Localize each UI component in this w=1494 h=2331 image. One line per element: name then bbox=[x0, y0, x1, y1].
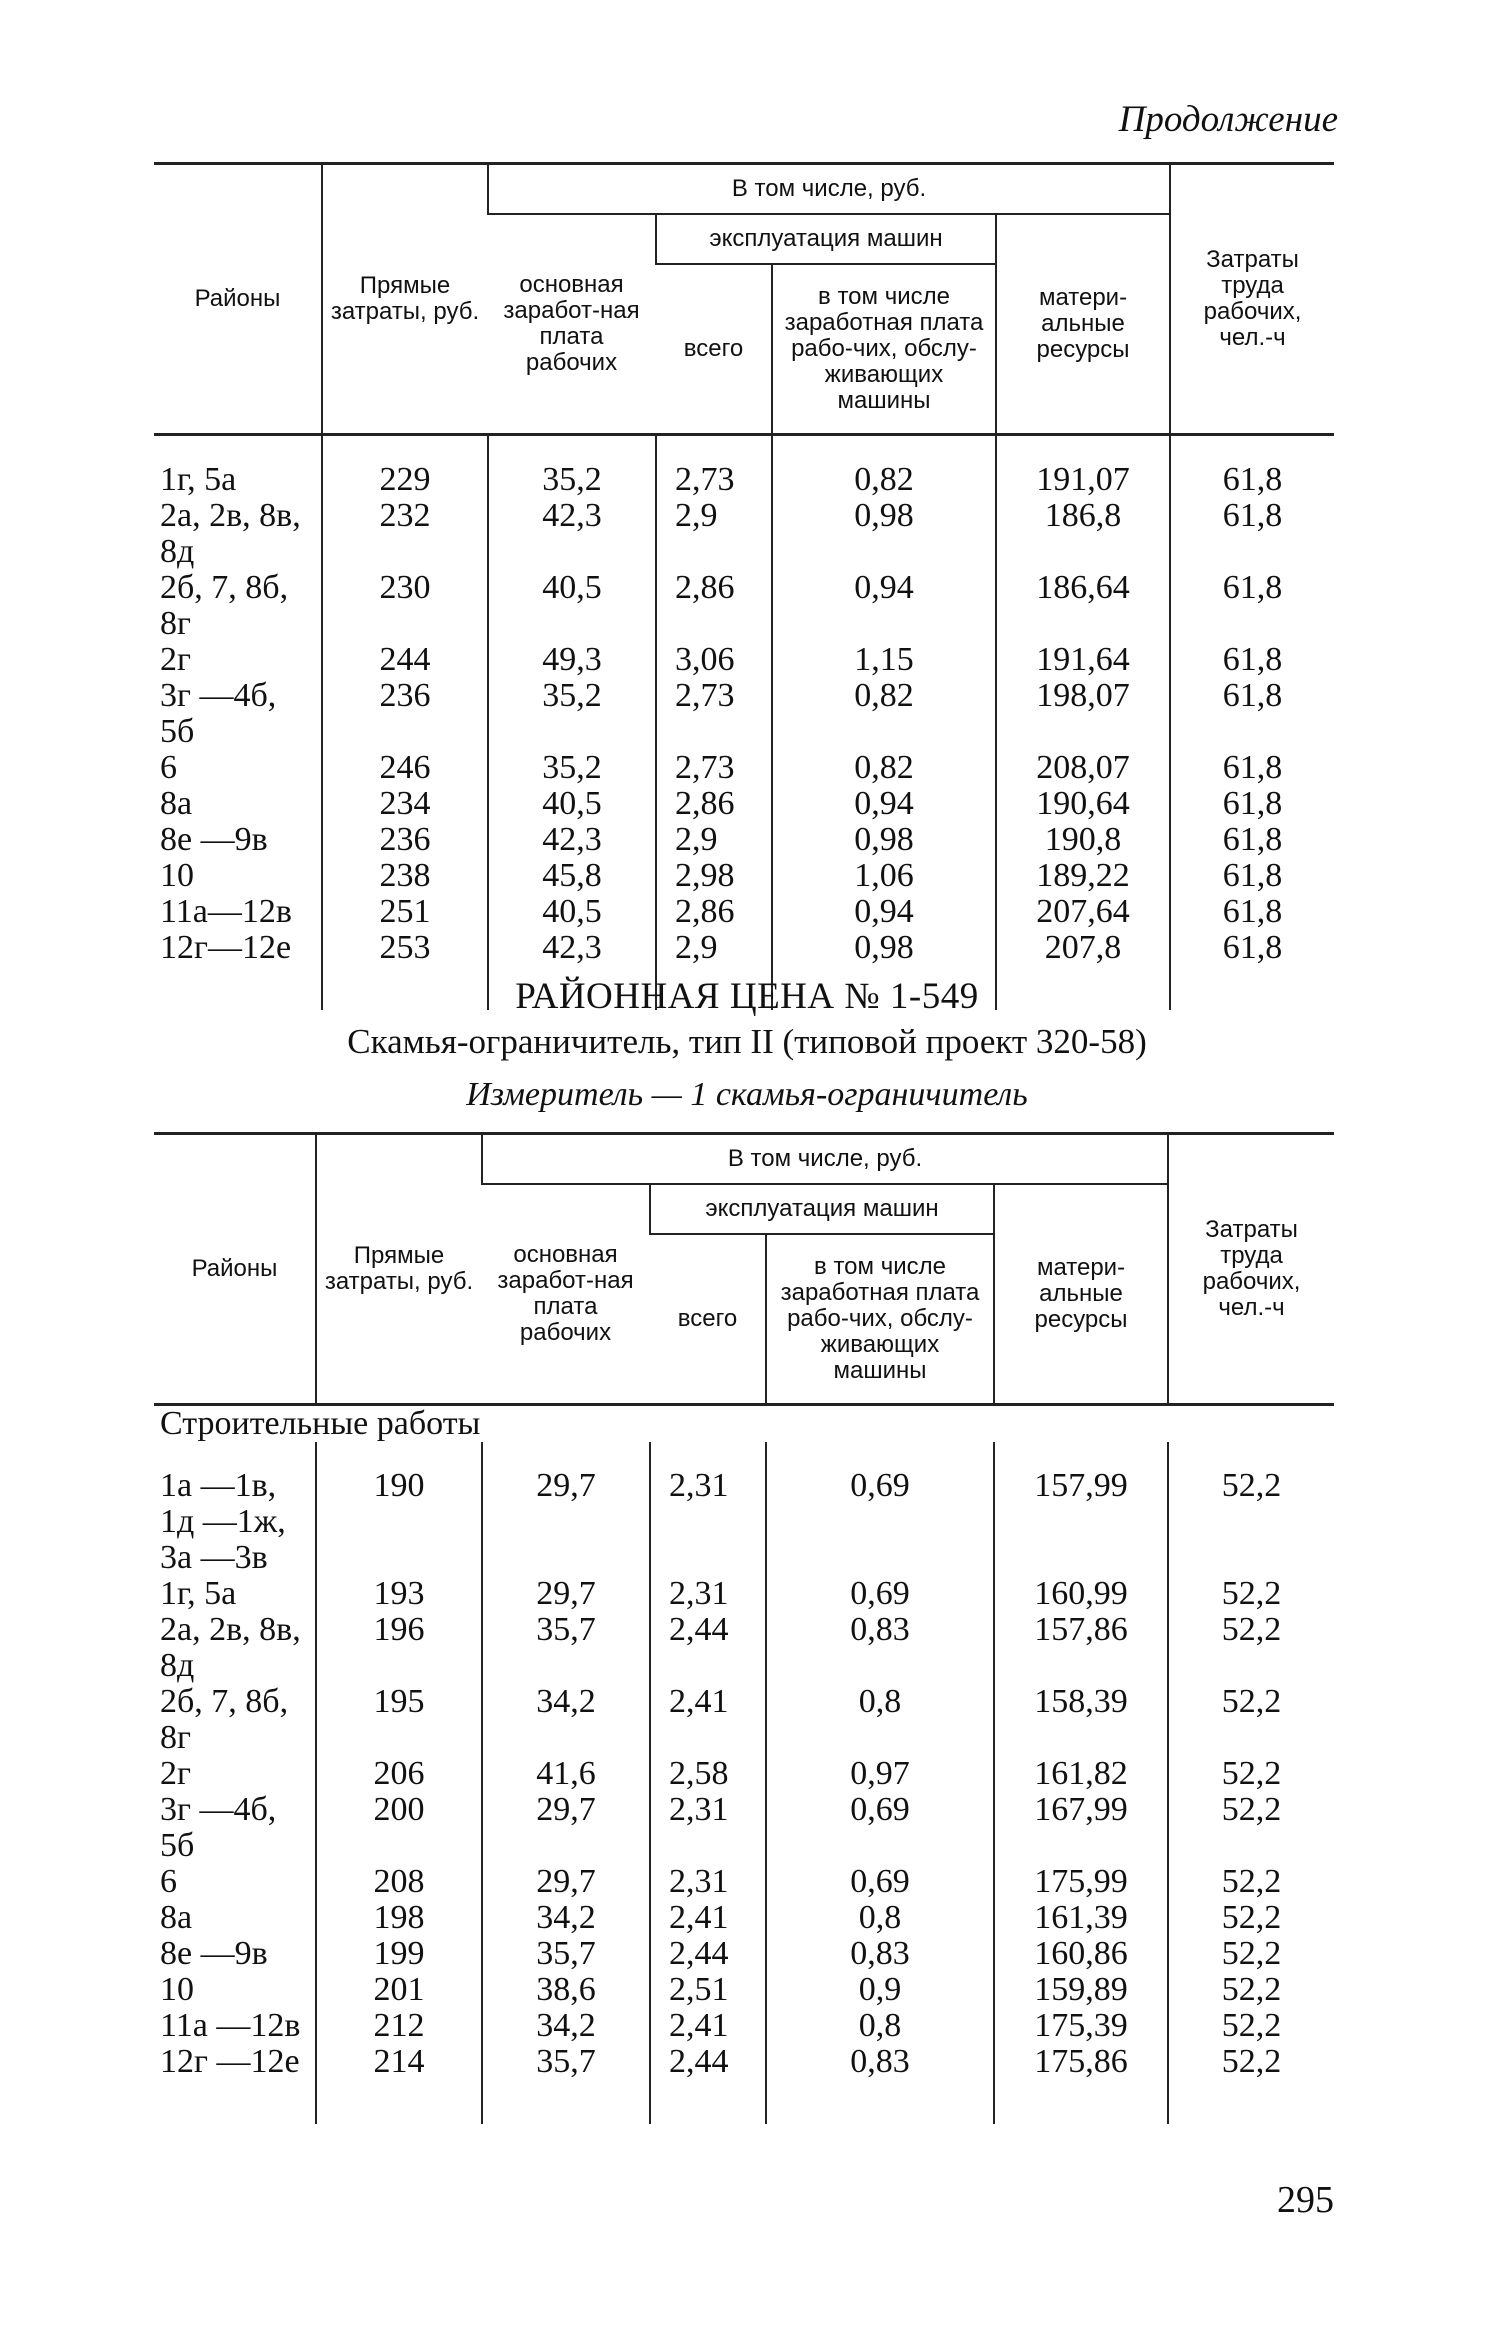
table-row bbox=[154, 1864, 1334, 1900]
value-cell: 52,2 bbox=[1168, 2044, 1334, 2080]
value-cell: 35,7 bbox=[482, 1612, 650, 1684]
region-cell: 10 bbox=[160, 857, 194, 894]
value-cell: 40,5 bbox=[488, 894, 656, 930]
value-cell: 208 bbox=[316, 1864, 482, 1900]
value-cell: 2,41 bbox=[650, 1684, 766, 1756]
col-header-vsego: всего bbox=[656, 264, 772, 435]
value-cell: 40,5 bbox=[488, 570, 656, 642]
value-cell: 232 bbox=[322, 498, 488, 570]
value-cell: 61,8 bbox=[1170, 786, 1334, 822]
value-cell: 159,89 bbox=[994, 1972, 1168, 2008]
value-cell: 158,39 bbox=[994, 1684, 1168, 1756]
col-header-v-tom-chisle-2: В том числе, руб. bbox=[482, 1134, 1168, 1185]
col-header-rayony-2: Районы bbox=[154, 1134, 316, 1405]
value-cell: 0,83 bbox=[766, 1936, 994, 1972]
value-cell: 198 bbox=[316, 1900, 482, 1936]
col-header-vsego-2: всего bbox=[650, 1234, 766, 1405]
value-cell: 29,7 bbox=[482, 1864, 650, 1900]
value-cell: 52,2 bbox=[1168, 1468, 1334, 1576]
value-cell: 0,94 bbox=[772, 570, 996, 642]
value-cell: 175,99 bbox=[994, 1864, 1168, 1900]
value-cell: 253 bbox=[322, 930, 488, 966]
region-cell: 2а, 2в, 8в, 8д bbox=[160, 497, 301, 570]
value-cell: 42,3 bbox=[488, 822, 656, 858]
table-row bbox=[154, 1792, 1334, 1864]
price-table-2 bbox=[154, 1132, 1334, 2124]
price-table-1 bbox=[154, 162, 1334, 1010]
value-cell: 35,2 bbox=[488, 750, 656, 786]
value-cell: 0,69 bbox=[766, 1576, 994, 1612]
value-cell: 41,6 bbox=[482, 1756, 650, 1792]
value-cell: 1,15 bbox=[772, 642, 996, 678]
table-row bbox=[154, 894, 1334, 930]
value-cell: 0,94 bbox=[772, 786, 996, 822]
value-cell: 38,6 bbox=[482, 1972, 650, 2008]
table-row bbox=[154, 786, 1334, 822]
region-cell: 3г —4б, 5б bbox=[160, 1791, 277, 1864]
value-cell: 61,8 bbox=[1170, 678, 1334, 750]
value-cell: 208,07 bbox=[996, 750, 1170, 786]
continuation-label: Продолжение bbox=[1118, 99, 1338, 140]
value-cell: 42,3 bbox=[488, 498, 656, 570]
value-cell: 42,3 bbox=[488, 930, 656, 966]
value-cell: 52,2 bbox=[1168, 1936, 1334, 1972]
table-row bbox=[154, 570, 1334, 642]
region-cell: 1г, 5а bbox=[160, 1575, 237, 1612]
table-row bbox=[154, 1756, 1334, 1792]
value-cell: 2,44 bbox=[650, 1936, 766, 1972]
table-row bbox=[154, 2008, 1334, 2044]
price-table-2-body bbox=[154, 1405, 1334, 2125]
table-row bbox=[154, 930, 1334, 966]
value-cell: 0,8 bbox=[766, 2008, 994, 2044]
value-cell: 52,2 bbox=[1168, 1684, 1334, 1756]
value-cell: 193 bbox=[316, 1576, 482, 1612]
col-header-v-tom-chisle-zp-2: в том числе заработная плата рабо-чих, обслу-живающих машины bbox=[766, 1234, 994, 1405]
value-cell: 212 bbox=[316, 2008, 482, 2044]
value-cell: 0,94 bbox=[772, 894, 996, 930]
value-cell: 0,98 bbox=[772, 930, 996, 966]
value-cell: 52,2 bbox=[1168, 1576, 1334, 1612]
value-cell: 2,44 bbox=[650, 1612, 766, 1684]
value-cell: 157,99 bbox=[994, 1468, 1168, 1576]
value-cell: 2,86 bbox=[656, 570, 772, 642]
value-cell: 35,7 bbox=[482, 2044, 650, 2080]
value-cell: 236 bbox=[322, 822, 488, 858]
value-cell: 2,31 bbox=[650, 1576, 766, 1612]
value-cell: 198,07 bbox=[996, 678, 1170, 750]
value-cell: 214 bbox=[316, 2044, 482, 2080]
value-cell: 161,82 bbox=[994, 1756, 1168, 1792]
col-header-pryamye: Прямые затраты, руб. bbox=[322, 164, 488, 435]
value-cell: 2,9 bbox=[656, 930, 772, 966]
col-header-osnovnaya: основная заработ-ная плата рабочих bbox=[488, 214, 656, 435]
region-cell: 1г, 5а bbox=[160, 461, 237, 498]
value-cell: 0,9 bbox=[766, 1972, 994, 2008]
value-cell: 0,8 bbox=[766, 1684, 994, 1756]
value-cell: 35,7 bbox=[482, 1936, 650, 1972]
col-header-osnovnaya-2: основная заработ-ная плата рабочих bbox=[482, 1184, 650, 1405]
value-cell: 34,2 bbox=[482, 1684, 650, 1756]
value-cell: 34,2 bbox=[482, 1900, 650, 1936]
works-section-title: Строительные работы bbox=[160, 1405, 481, 1442]
col-header-zatraty-truda: Затраты труда рабочих, чел.-ч bbox=[1170, 164, 1334, 435]
value-cell: 0,83 bbox=[766, 2044, 994, 2080]
value-cell: 160,86 bbox=[994, 1936, 1168, 1972]
table-row bbox=[154, 1684, 1334, 1756]
value-cell: 45,8 bbox=[488, 858, 656, 894]
value-cell: 2,31 bbox=[650, 1792, 766, 1864]
value-cell: 190 bbox=[316, 1468, 482, 1576]
value-cell: 35,2 bbox=[488, 678, 656, 750]
page-number: 295 bbox=[1277, 2179, 1334, 2221]
value-cell: 251 bbox=[322, 894, 488, 930]
region-cell: 2а, 2в, 8в, 8д bbox=[160, 1611, 301, 1684]
value-cell: 246 bbox=[322, 750, 488, 786]
value-cell: 29,7 bbox=[482, 1792, 650, 1864]
value-cell: 2,73 bbox=[656, 462, 772, 498]
value-cell: 0,82 bbox=[772, 750, 996, 786]
value-cell: 207,8 bbox=[996, 930, 1170, 966]
value-cell: 2,86 bbox=[656, 786, 772, 822]
col-header-materialnye-2: матери-альные ресурсы bbox=[994, 1184, 1168, 1405]
value-cell: 0,98 bbox=[772, 822, 996, 858]
value-cell: 61,8 bbox=[1170, 858, 1334, 894]
value-cell: 2,41 bbox=[650, 1900, 766, 1936]
value-cell: 2,41 bbox=[650, 2008, 766, 2044]
value-cell: 52,2 bbox=[1168, 1900, 1334, 1936]
value-cell: 190,64 bbox=[996, 786, 1170, 822]
value-cell: 2,9 bbox=[656, 822, 772, 858]
value-cell: 186,8 bbox=[996, 498, 1170, 570]
value-cell: 0,83 bbox=[766, 1612, 994, 1684]
table-row bbox=[154, 642, 1334, 678]
price-number-title: РАЙОННАЯ ЦЕНА № 1-549 bbox=[515, 976, 979, 1017]
value-cell: 29,7 bbox=[482, 1576, 650, 1612]
value-cell: 229 bbox=[322, 462, 488, 498]
value-cell: 2,9 bbox=[656, 498, 772, 570]
table-row bbox=[154, 1900, 1334, 1936]
value-cell: 175,39 bbox=[994, 2008, 1168, 2044]
value-cell: 191,07 bbox=[996, 462, 1170, 498]
region-cell: 12г—12е bbox=[160, 929, 292, 966]
table-row bbox=[154, 2044, 1334, 2080]
region-cell: 8е —9в bbox=[160, 821, 268, 858]
value-cell: 61,8 bbox=[1170, 750, 1334, 786]
value-cell: 2,31 bbox=[650, 1864, 766, 1900]
table-row bbox=[154, 678, 1334, 750]
value-cell: 167,99 bbox=[994, 1792, 1168, 1864]
value-cell: 2,31 bbox=[650, 1468, 766, 1576]
value-cell: 2,73 bbox=[656, 750, 772, 786]
value-cell: 0,8 bbox=[766, 1900, 994, 1936]
table-row bbox=[154, 822, 1334, 858]
value-cell: 234 bbox=[322, 786, 488, 822]
value-cell: 230 bbox=[322, 570, 488, 642]
col-header-v-tom-chisle-zp: в том числе заработная плата рабо-чих, обслу-живающих машины bbox=[772, 264, 996, 435]
value-cell: 2,86 bbox=[656, 894, 772, 930]
region-cell: 12г —12е bbox=[160, 2043, 300, 2080]
value-cell: 238 bbox=[322, 858, 488, 894]
value-cell: 52,2 bbox=[1168, 1972, 1334, 2008]
value-cell: 189,22 bbox=[996, 858, 1170, 894]
value-cell: 206 bbox=[316, 1756, 482, 1792]
value-cell: 52,2 bbox=[1168, 2008, 1334, 2044]
value-cell: 157,86 bbox=[994, 1612, 1168, 1684]
region-cell: 6 bbox=[160, 1863, 177, 1900]
value-cell: 52,2 bbox=[1168, 1864, 1334, 1900]
region-cell: 2г bbox=[160, 641, 191, 678]
table-row bbox=[154, 1576, 1334, 1612]
region-cell: 11а—12в bbox=[160, 893, 292, 930]
value-cell: 61,8 bbox=[1170, 462, 1334, 498]
value-cell: 196 bbox=[316, 1612, 482, 1684]
region-cell: 2г bbox=[160, 1755, 191, 1792]
value-cell: 186,64 bbox=[996, 570, 1170, 642]
value-cell: 61,8 bbox=[1170, 930, 1334, 966]
value-cell: 160,99 bbox=[994, 1576, 1168, 1612]
table-row bbox=[154, 858, 1334, 894]
table-row bbox=[154, 462, 1334, 498]
table-row bbox=[154, 1612, 1334, 1684]
value-cell: 49,3 bbox=[488, 642, 656, 678]
value-cell: 2,58 bbox=[650, 1756, 766, 1792]
region-cell: 2б, 7, 8б, 8г bbox=[160, 569, 289, 642]
value-cell: 207,64 bbox=[996, 894, 1170, 930]
value-cell: 29,7 bbox=[482, 1468, 650, 1576]
value-cell: 200 bbox=[316, 1792, 482, 1864]
col-header-materialnye: матери-альные ресурсы bbox=[996, 214, 1170, 435]
region-cell: 8е —9в bbox=[160, 1935, 268, 1972]
table-row bbox=[154, 1468, 1334, 1576]
value-cell: 0,82 bbox=[772, 462, 996, 498]
value-cell: 34,2 bbox=[482, 2008, 650, 2044]
value-cell: 52,2 bbox=[1168, 1612, 1334, 1684]
value-cell: 175,86 bbox=[994, 2044, 1168, 2080]
value-cell: 2,98 bbox=[656, 858, 772, 894]
col-header-pryamye-2: Прямые затраты, руб. bbox=[316, 1134, 482, 1405]
value-cell: 201 bbox=[316, 1972, 482, 2008]
region-cell: 8а bbox=[160, 1899, 193, 1936]
col-header-rayony: Районы bbox=[154, 164, 322, 435]
value-cell: 61,8 bbox=[1170, 570, 1334, 642]
value-cell: 244 bbox=[322, 642, 488, 678]
value-cell: 2,51 bbox=[650, 1972, 766, 2008]
region-cell: 11а —12в bbox=[160, 2007, 301, 2044]
table-row bbox=[154, 498, 1334, 570]
table-row bbox=[154, 1972, 1334, 2008]
region-cell: 2б, 7, 8б, 8г bbox=[160, 1683, 289, 1756]
value-cell: 61,8 bbox=[1170, 894, 1334, 930]
value-cell: 0,97 bbox=[766, 1756, 994, 1792]
value-cell: 0,69 bbox=[766, 1468, 994, 1576]
value-cell: 161,39 bbox=[994, 1900, 1168, 1936]
value-cell: 190,8 bbox=[996, 822, 1170, 858]
item-title: Скамья-ограничитель, тип II (типовой проект 320-58) bbox=[347, 1022, 1147, 1061]
measure-title: Измеритель — 1 скамья-ограничитель bbox=[466, 1076, 1028, 1113]
value-cell: 61,8 bbox=[1170, 498, 1334, 570]
region-cell: 1а —1в, 1д —1ж, 3а —3в bbox=[160, 1467, 286, 1576]
col-header-ekspluatatsiya-2: эксплуатация машин bbox=[650, 1184, 994, 1234]
region-cell: 6 bbox=[160, 749, 177, 786]
value-cell: 61,8 bbox=[1170, 822, 1334, 858]
value-cell: 1,06 bbox=[772, 858, 996, 894]
col-header-ekspluatatsiya: эксплуатация машин bbox=[656, 214, 996, 264]
col-header-zatraty-truda-2: Затраты труда рабочих, чел.-ч bbox=[1168, 1134, 1334, 1405]
col-header-v-tom-chisle: В том числе, руб. bbox=[488, 164, 1170, 215]
region-cell: 3г —4б, 5б bbox=[160, 677, 277, 750]
value-cell: 35,2 bbox=[488, 462, 656, 498]
value-cell: 0,69 bbox=[766, 1792, 994, 1864]
value-cell: 2,73 bbox=[656, 678, 772, 750]
price-table-1-body bbox=[154, 435, 1334, 1011]
value-cell: 0,82 bbox=[772, 678, 996, 750]
table-row bbox=[154, 750, 1334, 786]
value-cell: 3,06 bbox=[656, 642, 772, 678]
value-cell: 40,5 bbox=[488, 786, 656, 822]
region-cell: 8а bbox=[160, 785, 193, 822]
region-cell: 10 bbox=[160, 1971, 194, 2008]
value-cell: 2,44 bbox=[650, 2044, 766, 2080]
table-row bbox=[154, 1936, 1334, 1972]
value-cell: 236 bbox=[322, 678, 488, 750]
value-cell: 199 bbox=[316, 1936, 482, 1972]
value-cell: 0,69 bbox=[766, 1864, 994, 1900]
value-cell: 195 bbox=[316, 1684, 482, 1756]
value-cell: 191,64 bbox=[996, 642, 1170, 678]
value-cell: 0,98 bbox=[772, 498, 996, 570]
value-cell: 61,8 bbox=[1170, 642, 1334, 678]
value-cell: 52,2 bbox=[1168, 1756, 1334, 1792]
value-cell: 52,2 bbox=[1168, 1792, 1334, 1864]
